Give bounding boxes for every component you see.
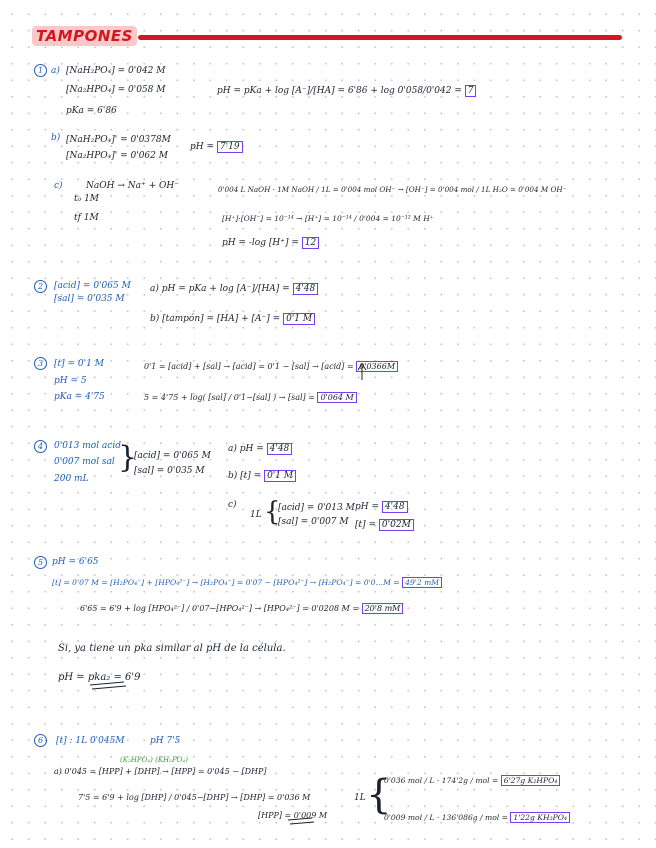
ex6-b-line-2-result: 1'22g KH₂PO₄ — [510, 812, 570, 823]
ex4-c-data-2: [sal] = 0'007 M — [278, 517, 349, 527]
ex4-b-result: 0'1 M — [264, 470, 296, 482]
ex6-a-line-1: a) 0'045 = [HPP] + [DHP] → [HPP] = 0'045 − [DHP] — [54, 767, 267, 776]
ex5-line-3: Si, ya tiene un pka similar al pH de la célula. — [58, 643, 286, 654]
ex4-c-1l: 1L — [250, 510, 262, 520]
ex2-a-text: a) pH = pKa + log [A⁻]/[HA] = — [150, 284, 290, 294]
ex1-c-equation-2: [H⁺]·[OH⁻] = 10⁻¹⁴ → [H⁺] = 10⁻¹⁴ / 0'004 = 10⁻¹² M H⁺ — [222, 214, 434, 223]
ex3-eq-2-text: 5 = 4'75 + log( [sal] / 0'1−[sal] ) → [sal] = — [144, 393, 315, 402]
ex4-c-label: c) — [228, 500, 237, 510]
ex4-brace: } — [118, 440, 138, 475]
ex4-c-data-1: [acid] = 0'013 M — [278, 503, 355, 513]
ex2-b-text: b) [tampón] = [HA] + [A⁻] = — [150, 314, 281, 324]
exercise-3-number: 3 — [34, 357, 47, 370]
ex3-data-1: [t] = 0'1 M — [54, 359, 104, 369]
ex1-a-data-2: [Na₂HPO₄] = 0'058 M — [66, 85, 166, 95]
ex5-line-4: pH = pka₂ = 6'9 — [58, 672, 141, 683]
ex1-c-tf: tf 1M — [74, 213, 99, 223]
ex1-a-result: 7 — [465, 85, 477, 97]
ex5-line-2-text: 6'65 = 6'9 + log [HPO₄²⁻] / 0'07−[HPO₄²⁻] → [HPO₄²⁻] = 0'0208 M = — [80, 604, 360, 613]
ex6-ph: pH 7'5 — [150, 736, 181, 746]
ex6-a-line-3: [HPP] = 0'009 M — [258, 811, 328, 820]
ex2-data-2: [sal] = 0'035 M — [54, 294, 125, 304]
ex5-head: pH = 6'65 — [52, 557, 99, 567]
page-title: TAMPONES — [32, 26, 137, 46]
ex5-line-2-result: 20'8 mM — [362, 603, 404, 614]
ex1-b-label: b) — [51, 133, 61, 143]
ex4-molarity-1: [acid] = 0'065 M — [134, 451, 211, 461]
exercise-5-number: 5 — [34, 556, 47, 569]
ex2-b-result: 0'1 M — [283, 313, 315, 325]
ex3-eq-2-result: 0'064 M — [317, 392, 356, 403]
ex6-green-labels: (K₂HPO₄) (KH₂PO₄) — [120, 756, 188, 764]
ex4-b-text: b) [t] = — [228, 471, 262, 481]
ex1-b-data-2: [Na₂HPO₄]' = 0'062 M — [66, 151, 168, 161]
ex6-a-line-2: 7'5 = 6'9 + log [DHP] / 0'045−[DHP] → [DHP] = 0'036 M — [78, 793, 311, 802]
ex4-c-brace: { — [264, 497, 281, 527]
ex6-b-brace: { — [366, 772, 392, 818]
ex3-eq-1-result: 0'0366M — [356, 361, 398, 372]
ex4-c-t-result: 0'02M — [379, 519, 414, 531]
ex2-data-1: [acid] = 0'065 M — [54, 281, 131, 291]
ex6-double-underline — [288, 818, 314, 824]
ex1-b-data-1: [NaH₂PO₄]' = 0'0378M — [66, 135, 171, 145]
exercise-4-number: 4 — [34, 440, 47, 453]
ex4-a-text: a) pH = — [228, 444, 264, 454]
ex1-c-equation-1: 0'004 L NaOH · 1M NaOH / 1L = 0'004 mol OH⁻ → [OH⁻] = 0'004 mol / 1L H₂O = 0'004 M OH⁻ — [218, 185, 567, 194]
ex4-c-ph-text: pH = — [355, 502, 380, 512]
ex4-c-ph-result: 4'48 — [382, 501, 408, 513]
ex3-data-3: pKa = 4'75 — [54, 392, 105, 402]
ex1-c-t0: t₀ 1M — [74, 194, 100, 204]
exercise-2-number: 2 — [34, 280, 47, 293]
exercise-1-number: 1 — [34, 64, 47, 77]
ex5-line-1-text: [t] = 0'07 M = [H₂PO₄⁻] + [HPO₄²⁻] → [H₂PO₄⁻] = 0'07 − [HPO₄²⁻] → [H₂PO₄⁻] = 0'0…M = — [52, 578, 400, 587]
ex5-line-1-result: 49'2 mM — [402, 577, 442, 588]
ex1-c-reaction: NaOH → Na⁺ + OH⁻ — [86, 181, 179, 191]
ex1-c-label: c) — [54, 181, 63, 191]
ex4-data-2: 0'007 mol sal — [54, 457, 115, 467]
ex3-eq-1-text: 0'1 = [acid] + [sal] → [acid] = 0'1 − [sal] → — [144, 362, 319, 371]
ex3-eq-1-result-label: [acid] = — [321, 362, 354, 371]
exercise-6-number: 6 — [34, 734, 47, 747]
ex1-a-equation-text: pH = pKa + log [A⁻]/[HA] = 6'86 + log 0'058/0'042 = — [217, 86, 462, 96]
ex6-head: [t] : 1L 0'045M — [56, 736, 125, 746]
ex1-b-result: 7'19 — [217, 141, 243, 153]
ex1-b-equation-text: pH = — [190, 142, 215, 152]
ex1-a-label: a) — [51, 66, 60, 76]
ex4-data-3: 200 mL — [54, 474, 89, 484]
ex4-c-t-text: [t] = — [355, 520, 377, 530]
ex6-b-line-1-result: 6'27g K₂HPO₄ — [501, 775, 561, 786]
ex4-a-result: 4'48 — [267, 443, 293, 455]
ex6-b-1l: 1L — [354, 793, 366, 803]
ex1-a-data-3: pKa = 6'86 — [66, 106, 117, 116]
ex4-molarity-2: [sal] = 0'035 M — [134, 466, 205, 476]
ex6-b-line-1-text: 0'036 mol / L · 174'2g / mol = — [384, 776, 499, 785]
ex5-double-underline — [90, 682, 126, 689]
ex4-data-1: 0'013 mol acid — [54, 441, 121, 451]
ex1-c-result: 12 — [302, 237, 319, 249]
ex1-c-equation-3-text: pH = -log [H⁺] = — [222, 238, 299, 248]
ex6-b-line-2-text: 0'009 mol / L · 136'086g / mol = — [384, 813, 508, 822]
ex2-a-result: 4'48 — [293, 283, 319, 295]
ex1-a-data-1: [NaH₂PO₄] = 0'042 M — [66, 66, 166, 76]
ex3-data-2: pH = 5 — [54, 376, 87, 386]
